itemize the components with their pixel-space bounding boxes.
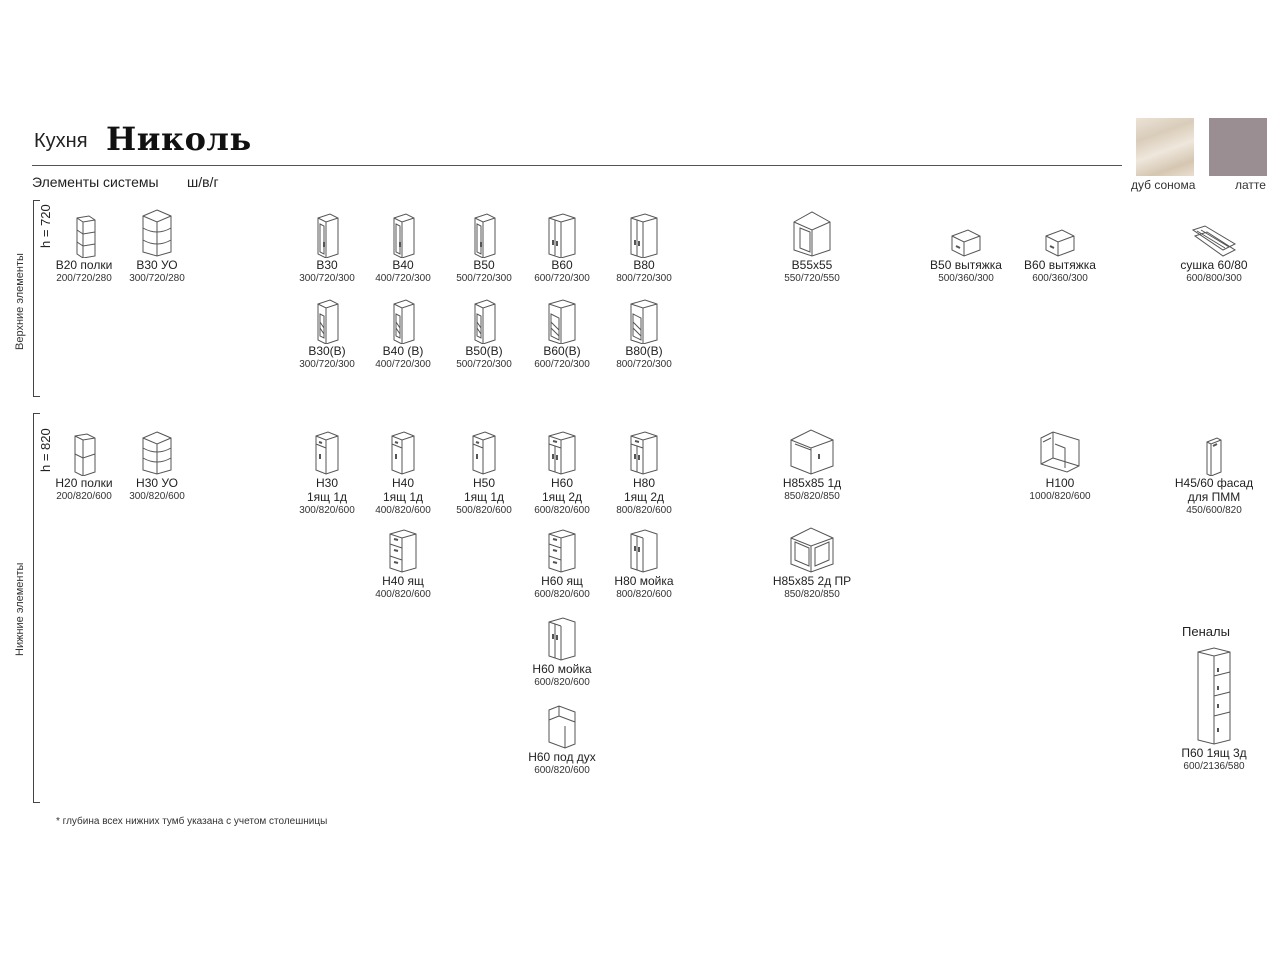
tall-cabinet-icon bbox=[1162, 646, 1266, 746]
sink-base-icon bbox=[510, 614, 614, 662]
item-name: В50(В) bbox=[465, 344, 503, 358]
item-dimensions: 850/820/850 bbox=[784, 589, 840, 600]
base-corner-blind-icon bbox=[1008, 428, 1112, 476]
item-dimensions: 600/820/600 bbox=[534, 765, 590, 776]
catalog-item bbox=[914, 210, 1018, 285]
item-name: В60 bbox=[551, 258, 573, 272]
item-name: Н40 ящ bbox=[382, 574, 424, 588]
corner-cabinet-icon bbox=[760, 210, 864, 258]
catalog-item bbox=[351, 526, 455, 601]
swatch-latte-label: латте bbox=[1235, 178, 1266, 192]
item-dimensions: 200/820/600 bbox=[56, 491, 112, 502]
item-name: Н60 мойка bbox=[532, 662, 592, 676]
item-name: Н60 bbox=[550, 476, 573, 490]
item-dimensions: 300/720/300 bbox=[299, 359, 355, 370]
item-name: Н40 bbox=[391, 476, 414, 490]
swatch-oak-label: дуб сонома bbox=[1131, 178, 1196, 192]
base-corner-2door-icon bbox=[760, 526, 864, 574]
item-dimensions: 450/600/820 bbox=[1186, 505, 1242, 516]
item-name: В50 bbox=[473, 258, 495, 272]
item-name: В30 УО bbox=[136, 258, 178, 272]
item-name: Н30 bbox=[315, 476, 338, 490]
item-subname: 1ящ 1д bbox=[306, 490, 348, 504]
item-name: Н30 УО bbox=[136, 476, 178, 490]
catalog-item bbox=[592, 296, 696, 371]
item-dimensions: 200/720/280 bbox=[56, 273, 112, 284]
item-name: В20 полки bbox=[55, 258, 113, 272]
item-dimensions: 300/820/600 bbox=[129, 491, 185, 502]
dish-rack-icon bbox=[1162, 210, 1266, 258]
item-dimensions: 800/720/300 bbox=[616, 273, 672, 284]
catalog-item bbox=[760, 428, 864, 503]
item-name: Н85х85 1д bbox=[782, 476, 842, 490]
item-name: В60 вытяжка bbox=[1024, 258, 1096, 272]
item-name: В60(В) bbox=[543, 344, 581, 358]
item-dimensions: 500/360/300 bbox=[938, 273, 994, 284]
item-subname: для ПММ bbox=[1187, 490, 1241, 504]
item-name: В55х55 bbox=[791, 258, 833, 272]
item-name: В30 bbox=[316, 258, 338, 272]
tall-section-label: Пеналы bbox=[1182, 624, 1230, 639]
item-dimensions: 300/720/280 bbox=[129, 273, 185, 284]
catalog-item bbox=[1008, 428, 1112, 503]
item-name: Н50 bbox=[472, 476, 495, 490]
item-name: В40 bbox=[392, 258, 414, 272]
page-title: Николь bbox=[106, 120, 252, 158]
base-corner-icon bbox=[760, 428, 864, 476]
catalog-item bbox=[760, 210, 864, 285]
hood-cabinet-icon bbox=[914, 210, 1018, 258]
item-name: В50 вытяжка bbox=[930, 258, 1002, 272]
item-dimensions: 500/720/300 bbox=[456, 273, 512, 284]
title-divider bbox=[32, 165, 1122, 166]
item-dimensions: 400/720/300 bbox=[375, 273, 431, 284]
catalog-item bbox=[592, 526, 696, 601]
cabinet-2-door-icon bbox=[592, 210, 696, 258]
item-subname: 1ящ 2д bbox=[541, 490, 583, 504]
catalog-item bbox=[105, 428, 209, 503]
corner-shelf-icon bbox=[105, 210, 209, 258]
item-name: В80 bbox=[633, 258, 655, 272]
catalog-item bbox=[510, 702, 614, 777]
catalog-item bbox=[592, 428, 696, 517]
dimensions-legend: ш/в/г bbox=[187, 174, 219, 190]
base-drawer-2door-icon bbox=[592, 428, 696, 476]
item-dimensions: 600/820/600 bbox=[534, 589, 590, 600]
item-name: сушка 60/80 bbox=[1180, 258, 1248, 272]
item-subname: 1ящ 2д bbox=[623, 490, 665, 504]
catalog-item bbox=[1008, 210, 1112, 285]
base-corner-shelf-icon bbox=[105, 428, 209, 476]
item-dimensions: 400/720/300 bbox=[375, 359, 431, 370]
title-prefix: Кухня bbox=[34, 130, 88, 152]
item-dimensions: 400/820/600 bbox=[375, 589, 431, 600]
item-dimensions: 500/720/300 bbox=[456, 359, 512, 370]
upper-section-label: Верхние элементы bbox=[14, 253, 26, 350]
item-dimensions: 600/2136/580 bbox=[1183, 761, 1245, 772]
item-dimensions: 800/820/600 bbox=[616, 589, 672, 600]
item-dimensions: 600/800/300 bbox=[1186, 273, 1242, 284]
item-name: Н60 ящ bbox=[541, 574, 583, 588]
upper-height-label: h = 720 bbox=[38, 204, 53, 248]
base-drawers-icon bbox=[351, 526, 455, 574]
swatch-latte bbox=[1209, 118, 1267, 176]
item-name: В80(В) bbox=[625, 344, 663, 358]
subtitle: Элементы системы bbox=[32, 174, 159, 190]
dishwasher-panel-icon bbox=[1162, 428, 1266, 476]
item-name: П60 1ящ 3д bbox=[1181, 746, 1247, 760]
item-subname: 1ящ 1д bbox=[382, 490, 424, 504]
item-dimensions: 300/720/300 bbox=[299, 273, 355, 284]
oven-base-icon bbox=[510, 702, 614, 750]
item-name: Н45/60 фасад bbox=[1174, 476, 1254, 490]
item-dimensions: 600/820/600 bbox=[534, 505, 590, 516]
item-dimensions: 300/820/600 bbox=[299, 505, 355, 516]
glass-cabinet-2-icon bbox=[592, 296, 696, 344]
item-dimensions: 600/360/300 bbox=[1032, 273, 1088, 284]
hood-cabinet-icon bbox=[1008, 210, 1112, 258]
item-name: Н80 bbox=[632, 476, 655, 490]
item-dimensions: 600/720/300 bbox=[534, 273, 590, 284]
item-dimensions: 800/820/600 bbox=[616, 505, 672, 516]
item-subname: 1ящ 1д bbox=[463, 490, 505, 504]
sink-base-icon bbox=[592, 526, 696, 574]
footnote: * глубина всех нижних тумб указана с учетом столешницы bbox=[56, 816, 328, 827]
item-name: Н85х85 2д ПР bbox=[772, 574, 852, 588]
item-name: В40 (В) bbox=[382, 344, 424, 358]
item-dimensions: 800/720/300 bbox=[616, 359, 672, 370]
catalog-item bbox=[105, 210, 209, 285]
item-name: Н20 полки bbox=[55, 476, 113, 490]
item-name: Н80 мойка bbox=[614, 574, 674, 588]
catalog-item-tall bbox=[1162, 646, 1266, 773]
item-dimensions: 500/820/600 bbox=[456, 505, 512, 516]
item-dimensions: 850/820/850 bbox=[784, 491, 840, 502]
catalog-item bbox=[760, 526, 864, 601]
item-name: В30(В) bbox=[308, 344, 346, 358]
item-name: Н60 под дух bbox=[528, 750, 596, 764]
catalog-item bbox=[592, 210, 696, 285]
lower-height-label: h = 820 bbox=[38, 428, 53, 472]
item-dimensions: 400/820/600 bbox=[375, 505, 431, 516]
catalog-item bbox=[510, 614, 614, 689]
item-dimensions: 1000/820/600 bbox=[1029, 491, 1091, 502]
item-name: Н100 bbox=[1045, 476, 1075, 490]
catalog-item bbox=[1162, 428, 1266, 517]
item-dimensions: 550/720/550 bbox=[784, 273, 840, 284]
lower-section-label: Нижние элементы bbox=[14, 562, 26, 656]
swatch-oak-sonoma bbox=[1136, 118, 1194, 176]
catalog-item bbox=[1162, 210, 1266, 285]
item-dimensions: 600/720/300 bbox=[534, 359, 590, 370]
item-dimensions: 600/820/600 bbox=[534, 677, 590, 688]
